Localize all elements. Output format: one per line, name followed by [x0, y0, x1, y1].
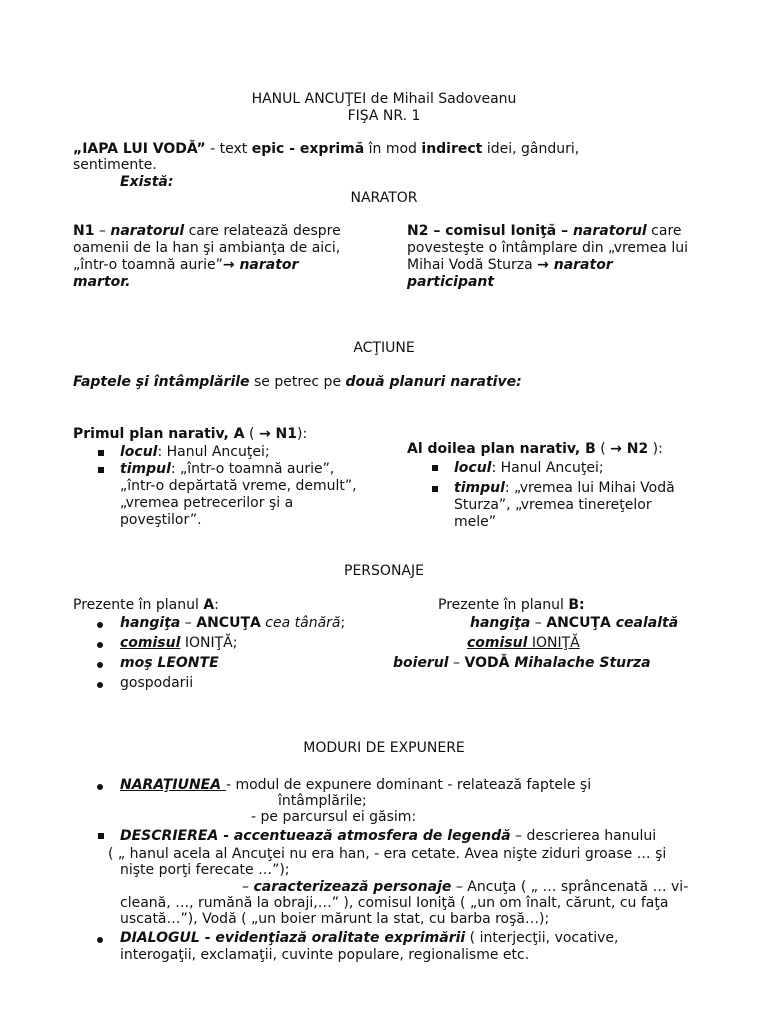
personaje-plan-b-head	[438, 597, 585, 614]
plan-b-timpul	[454, 480, 714, 531]
plan-b-timpul-line	[454, 480, 714, 497]
n1-line-2: oamenii de la han şi ambianţa de aici,	[73, 240, 341, 256]
mod-descriere-dash: -	[218, 828, 234, 844]
personaj-name: VODĂ	[464, 655, 510, 671]
personaj-dash: –	[448, 655, 465, 671]
mod-descriere-line-4	[242, 879, 688, 896]
plan-a-timpul-line: „într-o depărtată vreme, demult”,	[120, 478, 357, 494]
n2-role: naratorul	[572, 223, 647, 239]
square-bullet-icon	[432, 486, 438, 492]
n1-dash: –	[94, 223, 111, 239]
personaj-role: hangiţa	[470, 615, 531, 631]
personaj-b-1	[470, 615, 678, 632]
personaje-plan-b-letter: B:	[568, 597, 585, 613]
plan-b-timpul-value: : „vremea lui Mihai Vodă	[504, 480, 675, 496]
personaje-head-text: Prezente în planul	[438, 597, 569, 613]
personaje-head-colon: :	[214, 597, 219, 613]
narator-n2	[407, 223, 727, 291]
arrow-icon: →	[610, 441, 622, 457]
plan-b-label: Al doilea plan narativ, B	[407, 441, 596, 457]
plan-a-timpul-line	[120, 461, 380, 478]
personaj-desc: cea tânără	[260, 615, 341, 631]
narator-n1	[73, 223, 383, 291]
intro-line-2: sentimente.	[73, 157, 157, 173]
mod-naratiune-line-2: întâmplările;	[278, 793, 367, 809]
plan-b-timpul-line: Sturza”, „vremea tinereţelor	[454, 497, 652, 513]
work-title: „IAPA LUI VODĂ”	[73, 141, 206, 157]
section-heading-personaje: PERSONAJE	[344, 563, 424, 579]
round-bullet-icon	[97, 784, 103, 790]
personaj-role: boierul	[393, 655, 449, 671]
mod-descriere-line-5: cleană, …, rumănă la obraji,…” ), comisul Ioniţă ( „un om înalt, cărunt, cu faţa	[120, 895, 669, 911]
mod-dialog-label: DIALOGUL	[120, 930, 200, 946]
personaj-b-2	[467, 635, 580, 652]
document-title: HANUL ANCUŢEI de Mihail Sadoveanu	[251, 91, 517, 107]
plan-b-locul-label: locul	[454, 460, 492, 476]
plan-a-close: ):	[297, 426, 308, 442]
mod-descriere-line-6: uscată…”), Vodă ( „un boier mărunt la stat, cu barba roşă…);	[120, 911, 550, 927]
personaj-role: comisul	[120, 635, 181, 651]
n1-type: narator	[234, 257, 299, 273]
round-bullet-icon	[97, 937, 103, 943]
round-bullet-icon	[97, 622, 103, 628]
plan-a-locul-label: locul	[120, 444, 158, 460]
plan-b-locul-value: : Hanul Ancuţei;	[491, 460, 604, 476]
plan-a-narator: N1	[270, 426, 298, 442]
mod-descriere-label: DESCRIEREA	[120, 828, 219, 844]
n2-label: N2 – comisul Ioniţă –	[407, 223, 573, 239]
square-bullet-icon	[98, 833, 104, 839]
arrow-icon: →	[537, 257, 549, 273]
arrow-icon: →	[258, 426, 271, 442]
plan-b-narator: N2	[621, 441, 649, 457]
arrow-icon: →	[222, 257, 235, 273]
n1-line-3	[73, 257, 383, 274]
mod-dialog-text: ( interjecţii, vocative,	[465, 930, 619, 946]
mod-dialog-line-2: interogaţii, exclamaţii, cuvinte populare, regionalisme etc.	[120, 947, 530, 963]
n2-line-1	[407, 223, 727, 240]
section-heading-narator: NARATOR	[350, 190, 418, 206]
personaj-a-2	[120, 635, 237, 652]
personaj-a-3: moş LEONTE	[120, 655, 219, 671]
intro-line-1	[73, 141, 579, 158]
plan-a-label: Primul plan narativ, A	[73, 426, 245, 442]
personaj-b-3	[393, 655, 651, 672]
n1-role: naratorul	[110, 223, 185, 239]
plan-b-title	[407, 441, 663, 458]
personaj-desc: cealaltă	[610, 615, 679, 631]
mod-naratiune-line-3: - pe parcursul ei găsim:	[251, 809, 417, 825]
n1-line-4: martor.	[73, 274, 131, 290]
mod-descriere-dash: –	[242, 879, 254, 895]
plan-a-timpul	[120, 461, 380, 529]
plan-b-paren: (	[595, 441, 611, 457]
mod-naratiune-text: - modul de expunere dominant - relatează faptele şi	[225, 777, 592, 793]
personaj-role: comisul	[467, 635, 528, 651]
actiune-planes: două planuri narative:	[345, 374, 522, 390]
plan-b-timpul-line: mele”	[454, 514, 497, 530]
plan-b-locul	[454, 460, 604, 477]
intro-indirect: indirect	[421, 141, 483, 157]
personaj-end: ;	[340, 615, 346, 631]
plan-a-timpul-line: poveştilor”.	[120, 512, 202, 528]
mod-descriere-line-2: ( „ hanul acela al Ancuţei nu era han, - era cetate. Avea nişte ziduri groase … şi	[108, 846, 667, 862]
personaj-desc: Mihalache Sturza	[509, 655, 651, 671]
personaj-a-4: gospodarii	[120, 675, 194, 691]
n1-quote: „într-o toamnă aurie”	[73, 257, 223, 273]
n2-text: Mihai Vodă Sturza	[407, 257, 538, 273]
plan-b-close: ):	[648, 441, 663, 457]
personaj-role: hangiţa	[120, 615, 181, 631]
plan-a-title	[73, 426, 307, 443]
n2-type: narator	[548, 257, 613, 273]
mod-descriere-text: – descrierea hanului	[510, 828, 657, 844]
personaj-dash: –	[180, 615, 197, 631]
intro-text: - text	[205, 141, 252, 157]
mod-dialog-bold: evidenţiază oralitate exprimării	[215, 930, 466, 946]
personaj-name: IONIŢĂ	[527, 635, 580, 651]
mod-descriere-bold: accentuează atmosfera de legendă	[233, 828, 511, 844]
n1-label: N1	[73, 223, 95, 239]
actiune-text: se petrec pe	[249, 374, 346, 390]
mod-dialog-line-1	[120, 930, 618, 947]
personaj-name: IONIŢĂ	[180, 635, 233, 651]
personaj-name: ANCUŢA	[196, 615, 261, 631]
mod-descriere-bold: caracterizează personaje	[253, 879, 452, 895]
square-bullet-icon	[432, 465, 438, 471]
round-bullet-icon	[97, 662, 103, 668]
plan-a-timpul-line: „vremea petrecerilor şi a	[120, 495, 294, 511]
intro-epic: epic - exprimă	[251, 141, 365, 157]
mod-descriere-line-1	[120, 828, 656, 845]
intro-exista: Există:	[120, 174, 174, 190]
plan-b-timpul-label: timpul	[454, 480, 505, 496]
actiune-facts: Faptele şi întâmplările	[73, 374, 250, 390]
n2-line-2: povesteşte o întâmplare din „vremea lui	[407, 240, 688, 256]
n1-line-1	[73, 223, 383, 240]
plan-a-locul	[120, 444, 270, 461]
intro-text: în mod	[364, 141, 422, 157]
plan-a-timpul-value: : „într-o toamnă aurie”,	[170, 461, 335, 477]
plan-a-locul-value: : Hanul Ancuţei;	[157, 444, 270, 460]
n2-line-4: participant	[407, 274, 495, 290]
mod-naratiune-label: NARAŢIUNEA	[120, 777, 226, 793]
personaj-dash: –	[530, 615, 547, 631]
round-bullet-icon	[97, 682, 103, 688]
plan-a-paren: (	[244, 426, 259, 442]
square-bullet-icon	[98, 450, 104, 456]
personaj-end: ;	[232, 635, 238, 651]
mod-descriere-text: – Ancuţa ( „ … sprâncenată … vi-	[451, 879, 689, 895]
n1-text: care relatează despre	[184, 223, 341, 239]
section-heading-actiune: ACŢIUNE	[353, 340, 415, 356]
mod-dialog-dash: -	[199, 930, 216, 946]
round-bullet-icon	[97, 642, 103, 648]
document-subtitle: FIŞA NR. 1	[347, 108, 421, 124]
plan-a-timpul-label: timpul	[120, 461, 171, 477]
n2-line-3	[407, 257, 727, 274]
personaj-name: ANCUŢA	[546, 615, 611, 631]
square-bullet-icon	[98, 467, 104, 473]
mod-descriere-line-3: nişte porţi ferecate …”);	[120, 862, 290, 878]
personaje-head-text: Prezente în planul	[73, 597, 204, 613]
personaje-plan-a-letter: A	[203, 597, 215, 613]
intro-text: idei, gânduri,	[482, 141, 580, 157]
actiune-intro	[73, 374, 522, 391]
mod-naratiune-line-1	[120, 777, 591, 794]
n2-text: care	[646, 223, 682, 239]
section-heading-moduri: MODURI DE EXPUNERE	[303, 740, 465, 756]
personaje-plan-a-head	[73, 597, 219, 614]
personaj-a-1	[120, 615, 345, 632]
